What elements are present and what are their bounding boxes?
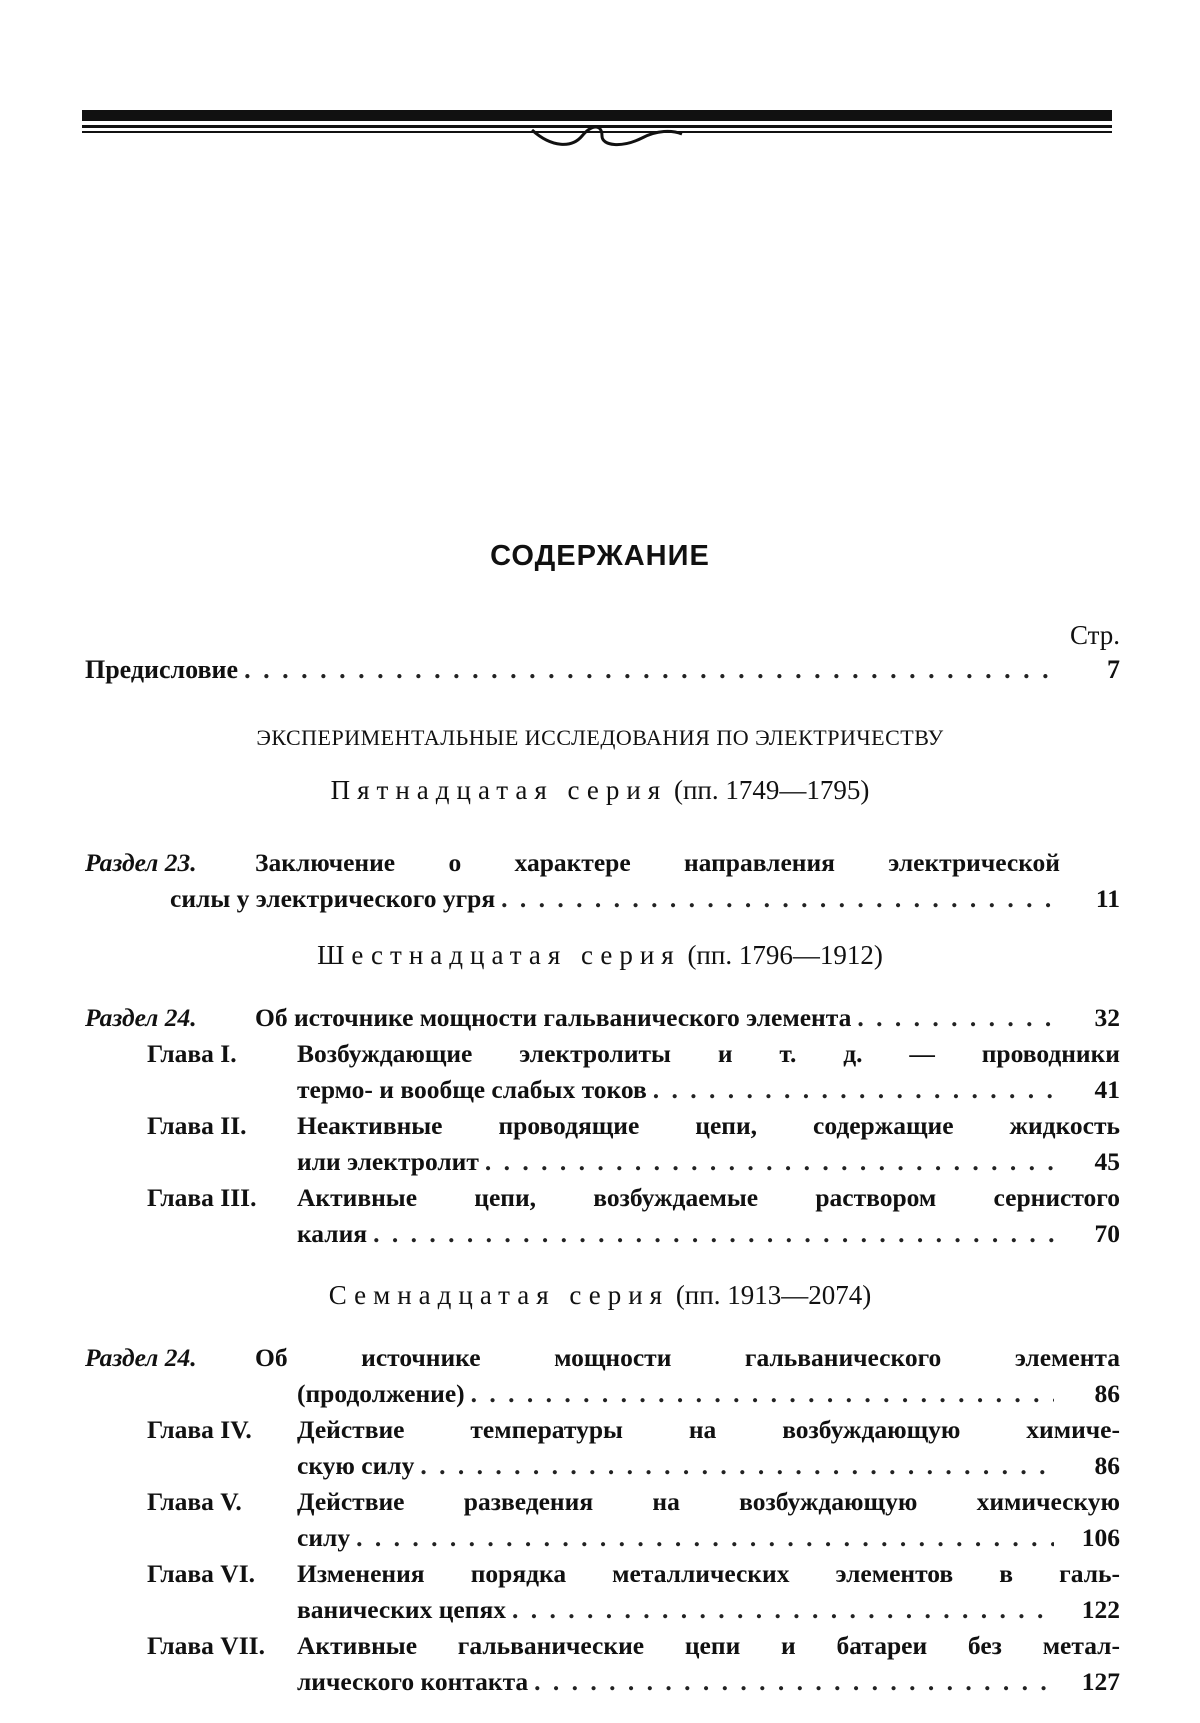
entry-line: скую силу [297, 1451, 415, 1480]
series-range: (пп. 1749—1795) [673, 775, 870, 805]
entry-label: Глава IV. [147, 1415, 252, 1444]
preface-page: 7 [1107, 655, 1120, 684]
entry-line: Неактивные проводящие цепи, содержащие жидкость [297, 1111, 1120, 1140]
leader-dots [356, 1523, 1054, 1553]
entry-line: Действие разведения на возбуждающую химическую [297, 1487, 1120, 1516]
series-range: (пп. 1913—2074) [675, 1280, 872, 1310]
entry-page: 86 [1094, 1451, 1120, 1480]
entry-line: Об источнике мощности гальванического элемента [255, 1343, 1120, 1372]
entry-line: (продолжение) [297, 1379, 465, 1408]
series-heading [0, 940, 1200, 971]
entry-line: Возбуждающие электролиты и т. д. — проводники [297, 1039, 1120, 1068]
entry-label: Раздел 24. [85, 1003, 197, 1032]
entry-line: Об источнике мощности гальванического элемента [255, 1003, 852, 1032]
entry-line: силу [297, 1523, 351, 1552]
entry-page: 122 [1081, 1595, 1120, 1624]
entry-line: Изменения порядка металлических элементов в галь- [297, 1559, 1120, 1588]
entry-line: Активные цепи, возбуждаемые раствором сернистого [297, 1183, 1120, 1212]
toc-entry [85, 1415, 1120, 1487]
toc-entry [85, 848, 1120, 920]
leader-dots [501, 884, 1054, 914]
toc-entry [85, 1631, 1120, 1703]
entry-line: термо- и вообще слабых токов [297, 1075, 647, 1104]
entry-page: 41 [1094, 1075, 1120, 1104]
entry-label: Глава VII. [147, 1631, 265, 1660]
entry-line: калия [297, 1219, 368, 1248]
entry-label: Раздел 24. [85, 1343, 197, 1372]
series-name: Семнадцатая серия [328, 1280, 670, 1310]
entry-page: 11 [1095, 884, 1120, 913]
preface-label: Предисловие [85, 655, 239, 684]
leader-dots [534, 1667, 1054, 1697]
toc-entry [85, 1039, 1120, 1111]
series-name: Шестнадцатая серия [317, 940, 681, 970]
leader-dots [485, 1147, 1054, 1177]
leader-dots [471, 1379, 1054, 1409]
series-heading [0, 775, 1200, 806]
entry-label: Глава I. [147, 1039, 237, 1068]
leader-dots [244, 655, 1054, 685]
preface-row [85, 655, 1120, 685]
entry-line: Действие температуры на возбуждающую химиче- [297, 1415, 1120, 1444]
page-column-label: Стр. [1069, 620, 1120, 650]
header-ornament [82, 108, 1112, 158]
leader-dots [512, 1595, 1054, 1625]
entry-page: 70 [1094, 1219, 1120, 1248]
entry-page: 32 [1094, 1003, 1120, 1032]
entry-page: 106 [1081, 1523, 1120, 1552]
entry-line: Активные гальванические цепи и батареи без метал- [297, 1631, 1120, 1660]
toc-entry [85, 1487, 1120, 1559]
toc-entry [85, 1559, 1120, 1631]
leader-dots [857, 1003, 1054, 1033]
series-range: (пп. 1796—1912) [687, 940, 883, 970]
toc-entry [85, 1111, 1120, 1183]
leader-dots [653, 1075, 1054, 1105]
toc-entry [85, 1183, 1120, 1255]
entry-page: 127 [1081, 1667, 1120, 1696]
series-heading [0, 1280, 1200, 1311]
entry-label: Глава II. [147, 1111, 247, 1140]
series-name: Пятнадцатая серия [330, 775, 668, 805]
entry-line: Заключение о характере направления электрической [255, 848, 1060, 877]
entry-label: Глава V. [147, 1487, 242, 1516]
entry-line: ванических цепях [297, 1595, 506, 1624]
entry-label: Глава III. [147, 1183, 257, 1212]
entry-label: Раздел 23. [85, 848, 197, 877]
leader-dots [373, 1219, 1054, 1249]
entry-page: 86 [1094, 1379, 1120, 1408]
entry-line: силы у электрического угря [170, 884, 496, 913]
main-heading: ЭКСПЕРИМЕНТАЛЬНЫЕ ИССЛЕДОВАНИЯ ПО ЭЛЕКТРИЧЕСТВУ [256, 725, 944, 750]
entry-label: Глава VI. [147, 1559, 256, 1588]
toc-entry [85, 1003, 1120, 1039]
leader-dots [420, 1451, 1054, 1481]
entry-page: 45 [1094, 1147, 1120, 1176]
entry-line: лического контакта [297, 1667, 529, 1696]
page-title: СОДЕРЖАНИЕ [490, 540, 710, 572]
toc-entry [85, 1343, 1120, 1415]
entry-line: или электролит [297, 1147, 479, 1176]
